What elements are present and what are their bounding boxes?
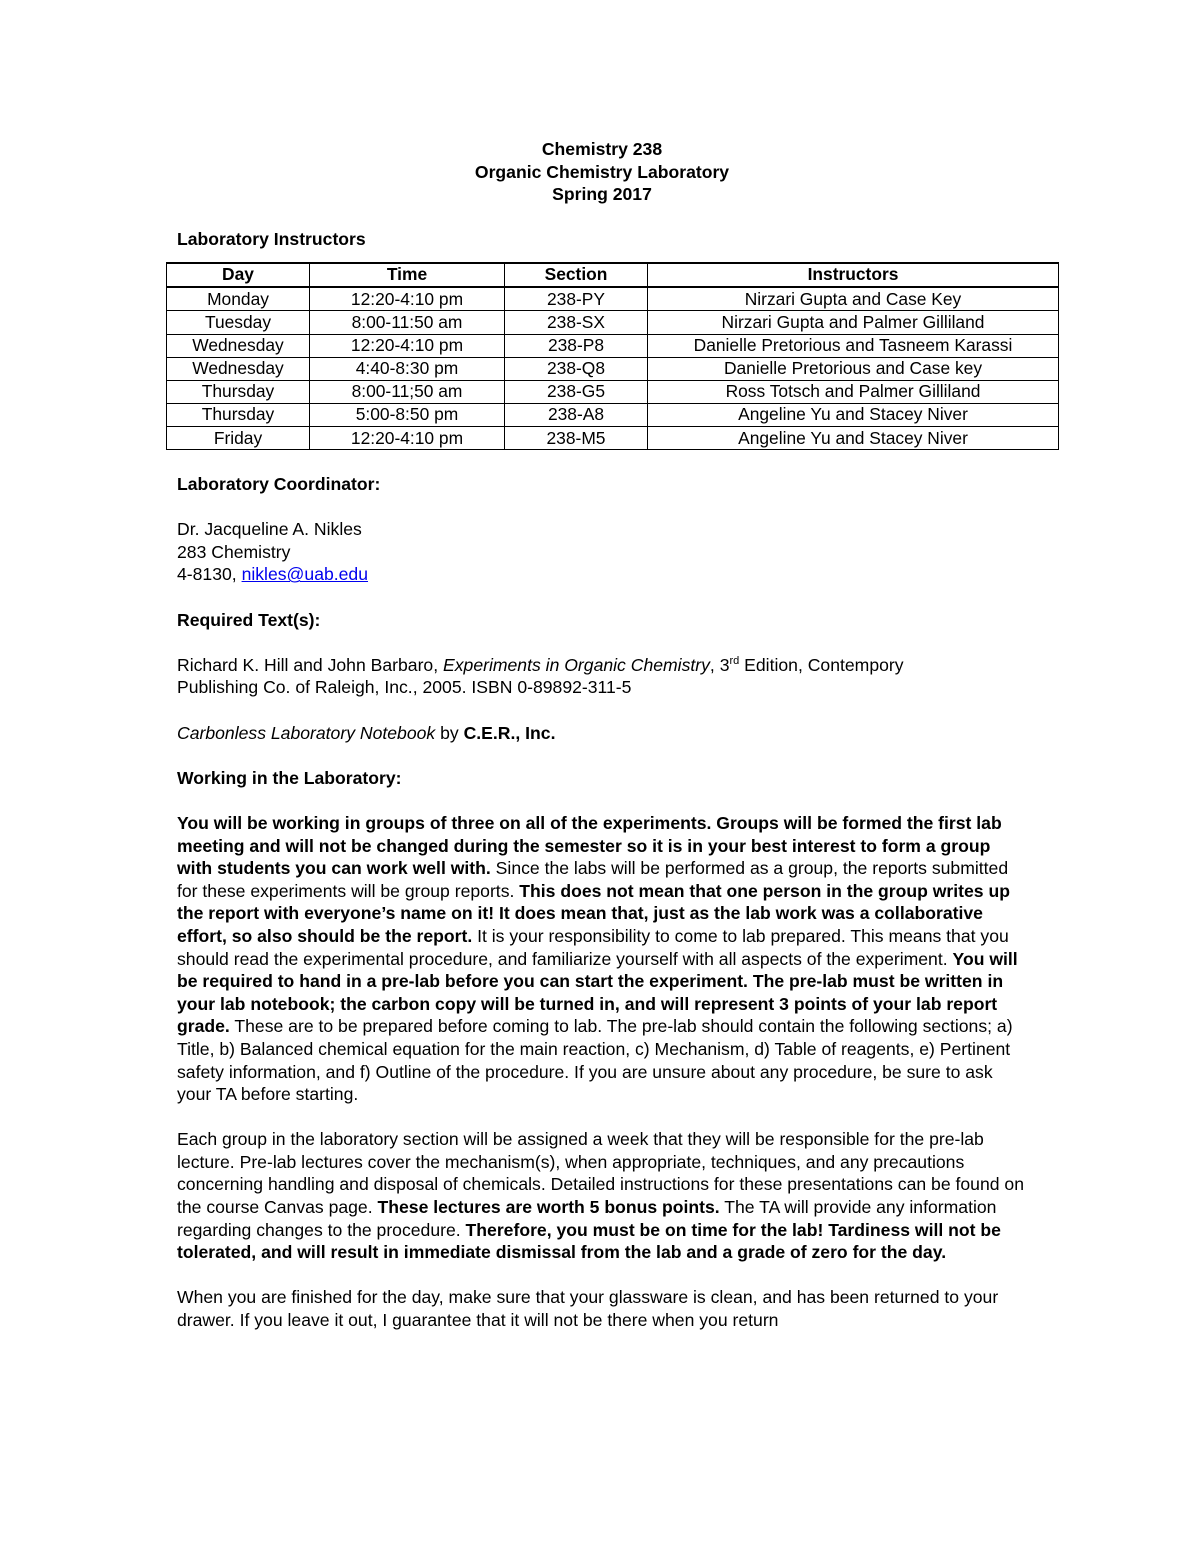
instructors-cell: Angeline Yu and Stacey Niver <box>648 427 1059 450</box>
p2-plain-2: The TA will provide any information regarding changes to the procedure. <box>177 1197 997 1240</box>
table-row <box>167 427 1059 450</box>
p1-plain-3: These are to be prepared before coming to lab. The pre-lab should contain the following sections; a) Title, b) Balanced chemical equation for the main reaction, c) Mechanism, d) Table of reagents, e) Pertinent safety information, and f) Outline of the procedure. If you are unsure about any procedure, be sure to ask your TA before starting. <box>177 1016 1013 1105</box>
section-cell: 238-SX <box>505 311 648 334</box>
table-row <box>167 334 1059 357</box>
textbook-edition-publisher: Edition, Contempory <box>739 654 904 675</box>
section-cell: 238-PY <box>505 287 648 311</box>
column-header-instructors: Instructors <box>648 263 1059 287</box>
working-paragraph-3: When you are finished for the day, make sure that your glassware is clean, and has been returned to your drawer. If you leave it out, I guarantee that it will not be there when you return <box>177 1287 999 1331</box>
p2-plain-1: Each group in the laboratory section will be assigned a week that they will be responsible for the pre-lab lecture. Pre-lab lectures cover the mechanism(s), when appropriate, techniques, and any precautions concerning handling and disposal of chemicals. Detailed instructions for these presentations can be found on the course Canvas page. <box>177 1129 1024 1218</box>
coordinator-email-link[interactable]: nikles@uab.edu <box>241 564 369 585</box>
table-row <box>167 287 1059 311</box>
time-cell: 8:00-11;50 am <box>310 380 505 403</box>
textbook-authors: Richard K. Hill and John Barbaro, <box>177 654 443 675</box>
table-row <box>167 311 1059 334</box>
p1-bold-1: You will be working in groups of three on all of the experiments. Groups will be formed the first lab meeting and will not be changed during the semester so it is in your best interest to form a group with students you can work well with. <box>177 812 1002 879</box>
instructors-cell: Nirzari Gupta and Case Key <box>648 287 1059 311</box>
textbook-publisher-isbn: Publishing Co. of Raleigh, Inc., 2005. ISBN 0-89892-311-5 <box>177 677 632 698</box>
coordinator-phone: 4-8130, <box>177 564 237 585</box>
section-cell: 238-A8 <box>505 404 648 427</box>
day-cell: Thursday <box>167 404 310 427</box>
table-row <box>167 404 1059 427</box>
p2-bold-2: Therefore, you must be on time for the lab! Tardiness will not be tolerated, and will result in immediate dismissal from the lab and a grade of zero for the day. <box>177 1219 1001 1263</box>
instructors-cell: Danielle Pretorious and Tasneem Karassi <box>648 334 1059 357</box>
section-cell: 238-M5 <box>505 427 648 450</box>
table-header-row <box>167 263 1059 287</box>
day-cell: Wednesday <box>167 334 310 357</box>
instructors-cell: Angeline Yu and Stacey Niver <box>648 404 1059 427</box>
working-paragraph-2 <box>177 1128 1027 1264</box>
section-cell: 238-Q8 <box>505 357 648 380</box>
notebook-by: by <box>435 722 464 743</box>
day-cell: Tuesday <box>167 311 310 334</box>
coordinator-name: Dr. Jacqueline A. Nikles <box>177 519 362 540</box>
p2-bold-1: These lectures are worth 5 bonus points. <box>377 1197 720 1218</box>
coordinator-office: 283 Chemistry <box>177 541 291 562</box>
working-heading: Working in the Laboratory: <box>177 767 402 788</box>
working-paragraph-1 <box>177 812 1027 1106</box>
instructors-cell: Nirzari Gupta and Palmer Gilliland <box>648 311 1059 334</box>
time-cell: 8:00-11:50 am <box>310 311 505 334</box>
document-title-block <box>177 138 1027 206</box>
notebook-publisher: C.E.R., Inc. <box>463 722 556 743</box>
column-header-time: Time <box>310 263 505 287</box>
course-name: Organic Chemistry Laboratory <box>474 161 730 182</box>
coordinator-heading: Laboratory Coordinator: <box>177 474 381 495</box>
textbook-citation <box>177 654 1027 699</box>
notebook-title: Carbonless Laboratory Notebook <box>177 722 436 743</box>
textbook-edition-suffix: rd <box>729 654 740 667</box>
notebook-citation <box>177 722 1027 745</box>
p1-bold-2: This does not mean that one person in the group writes up the report with everyone’s name on it! It does mean that, just as the lab work was a collaborative effort, so also should be the report. <box>177 880 1010 946</box>
document-page <box>177 138 1027 1332</box>
column-header-section: Section <box>505 263 648 287</box>
section-cell: 238-P8 <box>505 334 648 357</box>
table-row <box>167 380 1059 403</box>
p1-plain-1: Since the labs will be performed as a group, the reports submitted for these experiments will be group reports. <box>177 858 1009 901</box>
day-cell: Monday <box>167 287 310 311</box>
instructors-heading: Laboratory Instructors <box>177 229 366 250</box>
instructors-cell: Danielle Pretorious and Case key <box>648 357 1059 380</box>
time-cell: 12:20-4:10 pm <box>310 287 505 311</box>
course-term: Spring 2017 <box>552 184 652 205</box>
coordinator-contact <box>177 563 1027 586</box>
p1-plain-2: It is your responsibility to come to lab prepared. This means that you should read the experimental procedure, and familiarize yourself with all aspects of the experiment. <box>177 925 1009 969</box>
section-cell: 238-G5 <box>505 380 648 403</box>
column-header-day: Day <box>167 263 310 287</box>
instructor-schedule-table <box>166 262 1059 451</box>
day-cell: Thursday <box>167 380 310 403</box>
time-cell: 12:20-4:10 pm <box>310 334 505 357</box>
required-texts-heading: Required Text(s): <box>177 609 321 630</box>
day-cell: Friday <box>167 427 310 450</box>
course-number: Chemistry 238 <box>541 139 663 159</box>
p1-bold-3: You will be required to hand in a pre-lab before you can start the experiment. The pre-lab must be written in your lab notebook; the carbon copy will be turned in, and will represent 3 points of your lab report grade. <box>177 948 1018 1037</box>
time-cell: 5:00-8:50 pm <box>310 404 505 427</box>
instructors-cell: Ross Totsch and Palmer Gilliland <box>648 380 1059 403</box>
day-cell: Wednesday <box>167 357 310 380</box>
table-row <box>167 357 1059 380</box>
textbook-edition-number: , 3 <box>709 654 730 675</box>
time-cell: 4:40-8:30 pm <box>310 357 505 380</box>
table-body <box>167 287 1059 450</box>
textbook-title: Experiments in Organic Chemistry <box>443 654 710 675</box>
time-cell: 12:20-4:10 pm <box>310 427 505 450</box>
